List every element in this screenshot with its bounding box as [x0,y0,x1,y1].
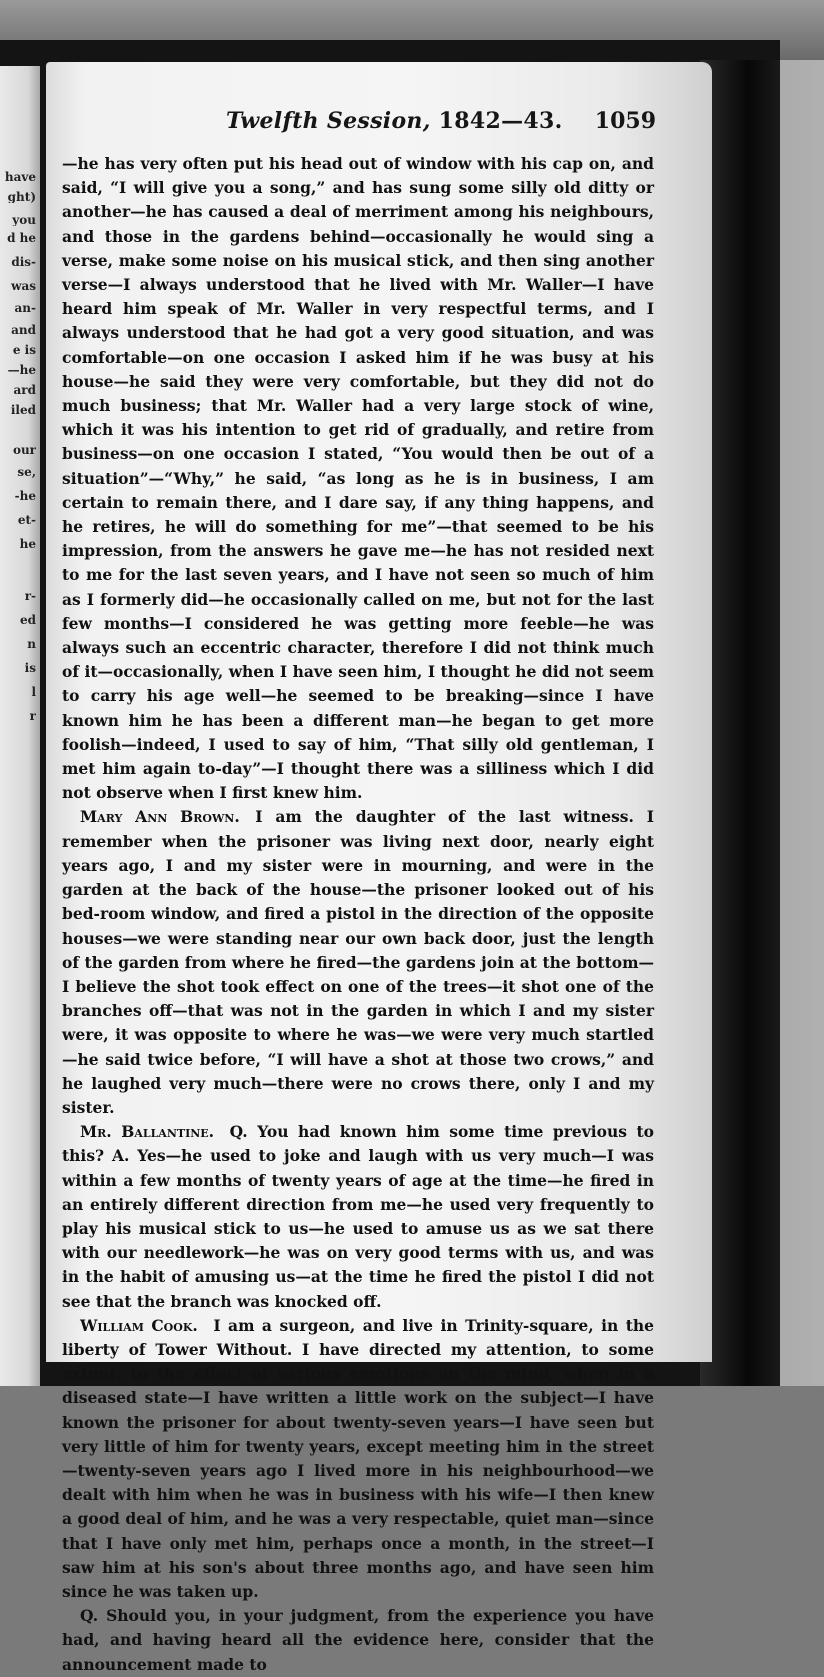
speaker-name: William Cook. [80,1315,198,1335]
facing-page-fragment: you [12,214,36,226]
testimony-paragraph [62,1120,654,1314]
document-page [46,62,712,1674]
facing-page-fragment: ght) [7,191,36,203]
facing-page-fragment: our [12,444,36,456]
testimony-paragraph [62,805,654,1120]
facing-page-edge [0,66,40,1386]
facing-page-fragment: an- [14,302,36,314]
session-years: 1842—43. [438,108,563,134]
facing-page-fragment: d he [7,232,36,244]
paragraph-text: Q. You had known him some time previous to this? A. Yes—he used to joke and laugh with us very much—I was within a few months of twenty years of age at the time—he fired in an entirely different direction from me—he used very frequently to play his musical stick to us—he used to amuse us as we sat there with our needlework—he was on very good terms with us, and was in the habit of amusing us—at the time he fired the pistol I did not see that the branch was knocked off. [62,1122,654,1311]
facing-page-fragment: have [4,171,36,183]
paragraph-text: —he has very often put his head out of window with his cap on, and said, “I will give you a song,” and has sung some silly old ditty or another—he has caused a deal of merriment among his neighbours, and those in the gardens behind—occasionally he would sing a verse, make some noise on his musical stick, and then sing another verse—I always understood that he lived with Mr. Waller—I have heard him speak of Mr. Waller in very respectful terms, and I always understood that he had got a very good situation, and was comfortable—on one occasion I asked him if he was busy at his house—he said they were very comfortable, but they did not do much business; that Mr. Waller had a very large stock of wine, which it was his intention to get rid of gradually, and retire from business—on one occasion I stated, “You would then be out of a situation”—“Why,” he said, “as long as he is in business, I am certain to remain there, and I dare say, if any thing happens, and he retires, he will do something for me”—that seemed to be his impression, from the answers he gave me—he has not resided next to me for the last seven years, and I have not seen so much of him as I formerly did—he occasionally called on me, but not for the last few months—I considered he was getting more feeble—he was always such an eccentric character, therefore I did not think much of it—occasionally, when I have seen him, I thought he did not seem to carry his age well—he seemed to be breaking—since I have known him he has been a different man—he began to get more foolish—indeed, I used to say of him, “That silly old gentleman, I met him again to-day”—I thought there was a silliness which I did not observe when I first knew him. [62,154,654,803]
testimony-paragraph [62,1604,654,1677]
testimony-paragraph [62,152,654,805]
facing-page-fragment: —he [7,364,36,376]
facing-page-fragment: se, [17,466,36,478]
facing-page-fragment: e is [12,344,36,356]
book-edge-right [700,60,780,1386]
speaker-name: Mr. Ballantine. [80,1122,215,1142]
speaker-name: Mary Ann Brown. [80,807,240,827]
facing-page-fragment: dis- [11,256,36,268]
running-title [226,108,563,134]
paragraph-text: I am a surgeon, and live in Trinity-square, in the liberty of Tower Without. I have directed my attention, to some extent, to the effect of various emotions on the mind, when in a diseased state—I have written a little work on the subject—I have known the prisoner for about twenty-seven years—I have seen but very little of him for twenty years, except meeting him in the street—twenty-seven years ago I lived more in his neighbourhood—we dealt with him when he was in business with his wife—I then knew a good deal of him, and he was a very respectable, quiet man—since that I have only met him, perhaps once a month, in the street—I saw him at his son's about three months ago, and have seen him since he was taken up. [62,1315,655,1601]
paragraph-text: I am the daughter of the last witness. I remember when the prisoner was living next door, nearly eight years ago, I and my sister were in mourning, and were in the garden at the back of the house—the prisoner looked out of his bed-room window, and fired a pistol in the direction of the opposite houses—we were standing near our own back door, just the length of the garden from where he fired—the gardens join at the bottom—I believe the shot took effect on one of the trees—it shot one of the branches off—that was not in the garden in which I and my sister were, it was opposite to where he was—we were very much startled—he said twice before, “I will have a shot at those two crows,” and he laughed very much—there were no crows there, only I and my sister. [62,807,655,1117]
facing-page-fragment: r [29,710,36,722]
facing-page-fragment: is [24,662,36,674]
facing-page-fragment: n [27,638,36,650]
facing-page-fragment: ed [19,614,36,626]
facing-page-fragment: he [19,538,36,550]
facing-page-fragment: iled [10,404,36,416]
page-number: 1059 [594,108,656,134]
paragraph-text: Q. Should you, in your judgment, from the experience you have had, and having heard all the evidence here, consider that the announcement made to [62,1606,654,1674]
testimony-body [62,152,654,1677]
facing-page-fragment: l [31,686,36,698]
running-header [46,108,712,138]
facing-page-fragment: and [11,324,36,336]
facing-page-fragment: was [11,280,36,292]
testimony-paragraph [62,1314,654,1604]
facing-page-fragment: -he [14,490,36,502]
facing-page-fragment: r- [24,590,36,602]
session-title: Twelfth Session, [226,108,431,134]
facing-page-fragment: et- [17,514,36,526]
facing-page-fragment: ard [13,384,36,396]
